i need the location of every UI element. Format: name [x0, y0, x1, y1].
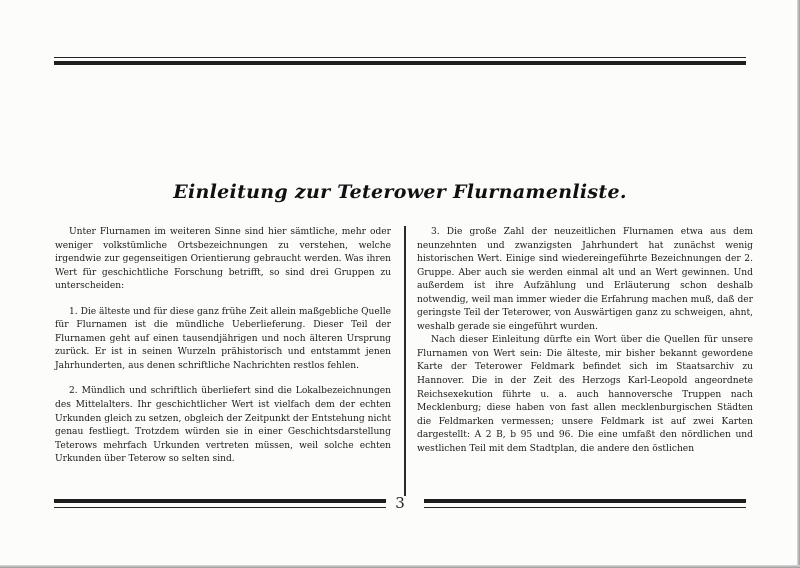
left-column [55, 226, 391, 467]
paragraph-group-1: 1. Die älteste und für diese ganz frühe Zeit allein maßgebliche Quelle für Flurnamen ist die mündliche Ueberlieferung. Dieser Teil der Flurnamen geht auf einen tausendjährigen und noch älteren Ursprung zurück. Er ist in seinen Wurzeln prähistorisch und entstammt jenen Jahrhunderten, aus denen schriftliche Nachrichten restlos fehlen. [55, 306, 391, 371]
page-number: 3 [395, 494, 405, 512]
paragraph-group-2: 2. Mündlich und schriftlich überliefert sind die Lokalbezeichnungen des Mittelalters. Ihr geschichtlicher Wert ist vielfach dem der echten Urkunden gleich zu setzen, obgleich der Zeitpunkt der Entstehung nicht genau festliegt. Trotzdem würden sie in einer Geschichtsdarstellung Teterows mehrfach Urkunden vertreten müssen, weil solche echten Urkunden über Teterow so selten sind. [55, 386, 391, 465]
bottom-rule-left [54, 499, 386, 508]
paragraph-sources: Nach dieser Einleitung dürfte ein Wort über die Quellen für unsere Flurnamen von Wert sein: Die älteste, mir bisher bekannt gewordene Karte der Teterower Feldmark befindet sich im Staatsarchiv zu Hannover. Die in der Zeit des Herzogs Karl-Leopold angeordnete Reichsexekution führte u. a. auch hannoversche Truppen nach Mecklenburg; diese haben von fast allen mecklenburgischen Städten die Feldmarken vermessen; unsere Feldmark ist auf zwei Karten dargestellt: A 2 B, b 95 und 96. Die eine umfaßt den nördlichen und westlichen Teil mit dem Stadtplan, die andere den östlichen [417, 335, 753, 454]
column-divider [404, 226, 406, 496]
page-title: Einleitung zur Teterower Flurnamenliste. [173, 181, 627, 203]
right-column [417, 226, 753, 456]
top-rule [54, 57, 746, 66]
paragraph-group-3: 3. Die große Zahl der neuzeitlichen Flurnamen etwa aus dem neunzehnten und zwanzigsten Jahrhundert hat zunächst wenig historischen Wert. Einige sind wiedereingeführte Bezeichnungen der 2. Gruppe. Aber auch sie werden einmal alt und an Wert gewinnen. Und außerdem ist ihre Aufzählung und Erläuterung schon deshalb notwendig, weil man immer wieder die Erfahrung machen muß, daß der geringste Teil der Teterower, von Auswärtigen ganz zu schweigen, ahnt, weshalb gerade sie eingeführt wurden. [417, 227, 753, 332]
paragraph-intro: Unter Flurnamen im weiteren Sinne sind hier sämtliche, mehr oder weniger volkstümliche Ortsbezeichnungen zu verstehen, welche irgendwie zur gegenseitigen Orientierung gebraucht werden. Was ihren Wert für geschichtliche Forschung betrifft, so sind drei Gruppen zu unterscheiden: [55, 227, 391, 292]
bottom-rule-right [424, 499, 746, 508]
